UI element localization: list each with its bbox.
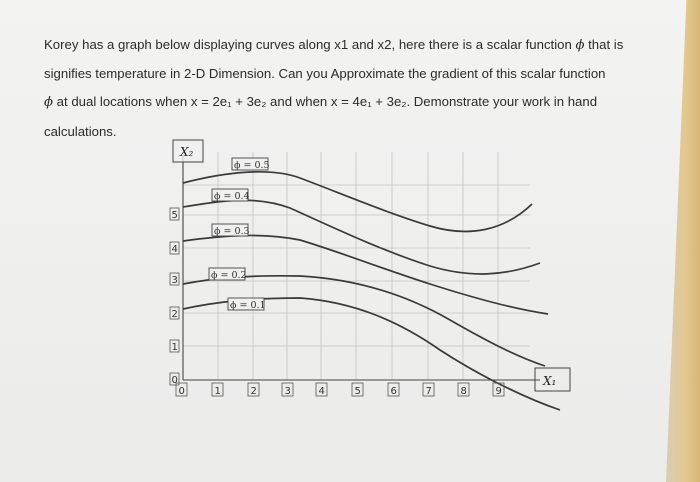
- y-tick-3: 3: [171, 275, 178, 286]
- x-tick-7: 7: [425, 386, 432, 397]
- svg-text:ϕ = 0.1: ϕ = 0.1: [230, 300, 266, 311]
- question-line-2: signifies temperature in 2-D Dimension. Can you Approximate the gradient of this scalar function: [44, 66, 606, 82]
- svg-text:ϕ = 0.4: ϕ = 0.4: [214, 191, 250, 202]
- contour-label-0-3: [212, 224, 250, 237]
- x-tick-8: 8: [460, 386, 467, 397]
- x-tick-1: 1: [214, 386, 221, 397]
- contour-phi-0-4: [183, 200, 540, 274]
- contour-label-0-1: [228, 298, 266, 311]
- question-line-1: Korey has a graph below displaying curves along x1 and x2, here there is a scalar function ϕ that is: [44, 37, 624, 53]
- y-tick-labels: [170, 208, 179, 385]
- contour-label-0-4: [212, 189, 250, 202]
- contour-curves: [183, 172, 560, 410]
- svg-text:X₂: X₂: [180, 145, 194, 159]
- y-tick-1: 1: [171, 342, 178, 353]
- y-axis-label: [173, 140, 203, 162]
- phi-symbol: ϕ: [575, 38, 585, 53]
- svg-text:ϕ = 0.3: ϕ = 0.3: [214, 226, 250, 237]
- x-tick-labels: [176, 383, 504, 396]
- x-tick-6: 6: [390, 386, 397, 397]
- x-tick-4: 4: [318, 386, 325, 397]
- contour-label-0-5: [232, 158, 270, 171]
- x-tick-9: 9: [495, 386, 502, 397]
- question-line-4: calculations.: [44, 123, 117, 139]
- x-tick-2: 2: [250, 386, 257, 397]
- x-tick-3: 3: [284, 386, 291, 397]
- x-tick-5: 5: [354, 386, 361, 397]
- y-tick-4: 4: [171, 244, 178, 255]
- y-tick-0: 0: [171, 375, 178, 386]
- svg-text:ϕ = 0.2: ϕ = 0.2: [211, 270, 247, 281]
- y-tick-2: 2: [171, 309, 178, 320]
- y-tick-5: 5: [171, 210, 178, 221]
- phi-symbol: ϕ: [44, 95, 53, 111]
- x-axis-label: [535, 368, 570, 391]
- contour-phi-0-2: [183, 276, 545, 366]
- grid: [183, 152, 530, 380]
- contour-label-0-2: [209, 268, 247, 281]
- contour-phi-0-1: [183, 298, 560, 410]
- x-tick-0: 0: [178, 386, 185, 397]
- svg-text:X₁: X₁: [543, 374, 557, 388]
- svg-text:ϕ = 0.5: ϕ = 0.5: [234, 160, 270, 171]
- question-line-3: ϕ at dual locations when x = 2e₁ + 3e₂ and when x = 4e₁ + 3e₂. Demonstrate your work in hand: [44, 94, 598, 111]
